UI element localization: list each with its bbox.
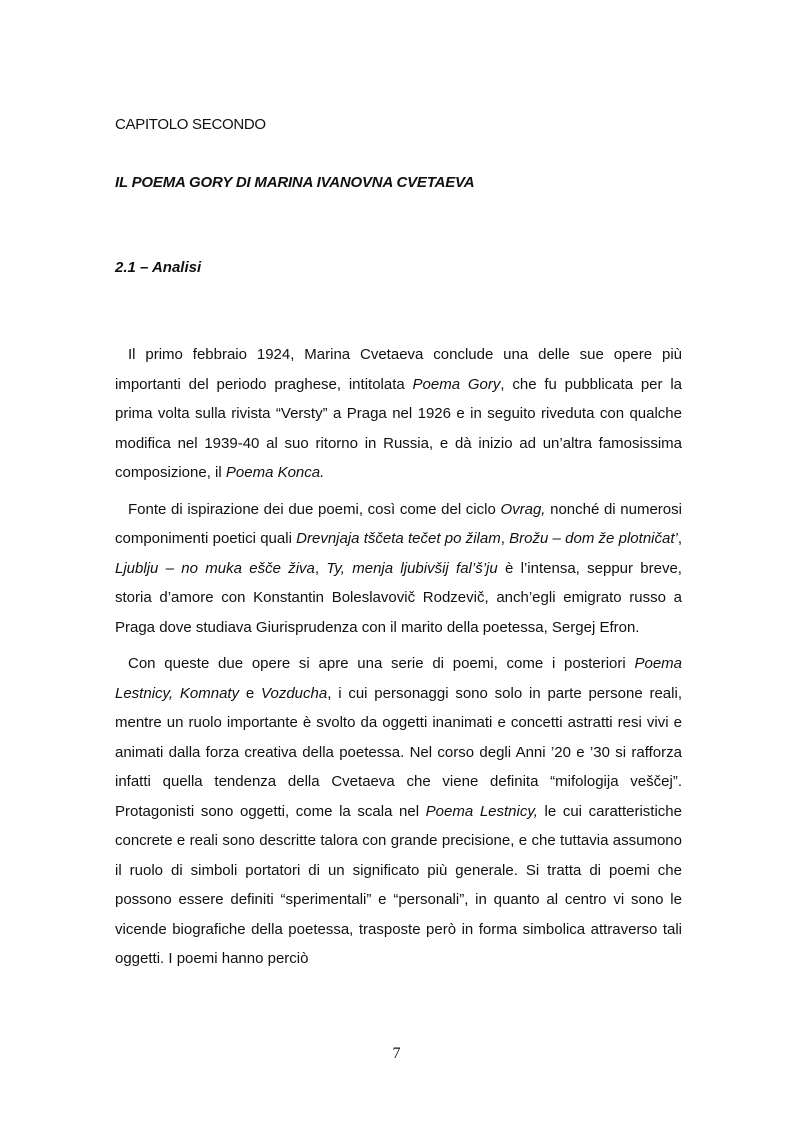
work-title: Brožu – dom že plotničat’ xyxy=(509,530,678,547)
paragraph-1: Il primo febbraio 1924, Marina Cvetaeva conclude una delle sue opere più importanti del periodo praghese, intitolata Poema Gory, che fu pubblicata per la prima volta sulla rivista “Versty” a Praga nel 1926 e in seguito riveduta con qualche modifica nel 1939-40 al suo ritorno in Russia, e dà inizio ad un’altra famosissima composizione, il Poema Konca. xyxy=(115,346,682,481)
section-heading: 2.1 – Analisi xyxy=(115,259,202,276)
chapter-title: IL POEMA GORY DI MARINA IVANOVNA CVETAEVA xyxy=(115,174,475,191)
page-number: 7 xyxy=(392,1045,401,1062)
work-title: Poema Gory xyxy=(412,375,501,393)
chapter-label: CAPITOLO SECONDO xyxy=(115,116,266,133)
work-title: Poema Lestnicy, Komnaty xyxy=(115,655,682,702)
paragraph-2: Fonte di ispirazione dei due poemi, così come del ciclo Ovrag, nonché di numerosi componimenti poetici quali Drevnjaja tščeta tečet po žilam, Brožu – dom že plotničat’, Ljublju – no muka ešče živa, Ty, menja ljubivšij fal’š’ju è l’intensa, seppur breve, storia d’amore con Konstantin Boleslavovič Rodzevič, anch’egli emigrato russo a Praga dove studiava Giurisprudenza con il marito della poetessa, Sergej Efron. xyxy=(115,500,683,636)
work-title: Poema Konca. xyxy=(225,464,325,481)
work-title: Vozducha xyxy=(261,684,328,702)
paragraph-3: Con queste due opere si apre una serie di poemi, come i posteriori Poema Lestnicy, Komnaty e Vozducha, i cui personaggi sono solo in parte persone reali, mentre un ruolo importante è svolto da oggetti inanimati e concetti astratti resi vivi e animati dalla forza creativa della poetessa. Nel corso degli Anni ’20 e ’30 si rafforza infatti quella tendenza della Cvetaeva che viene definita “mifologija veščej”. Protagonisti sono oggetti, come la scala nel Poema Lestnicy, le cui caratteristiche concrete e reali sono descritte talora con grande precisione, e che tuttavia assumono il ruolo di simboli portatori di un significato più generale. Si tratta di poemi che possono essere definiti “sperimentali” e “personali”, in quanto al centro vi sono le vicende biografiche della poetessa, trasposte però in forma simbolica attraverso tali oggetti. I poemi hanno perciò xyxy=(115,655,682,967)
work-title: Drevnjaja tščeta tečet po žilam xyxy=(296,530,501,547)
work-title: Ovrag, xyxy=(500,500,546,518)
work-title: Ljublju – no muka ešče živa xyxy=(115,559,315,577)
work-title: Ty, menja ljubivšij fal’š’ju xyxy=(326,559,498,577)
work-title: Poema Lestnicy, xyxy=(425,802,538,820)
body-text xyxy=(115,340,682,981)
